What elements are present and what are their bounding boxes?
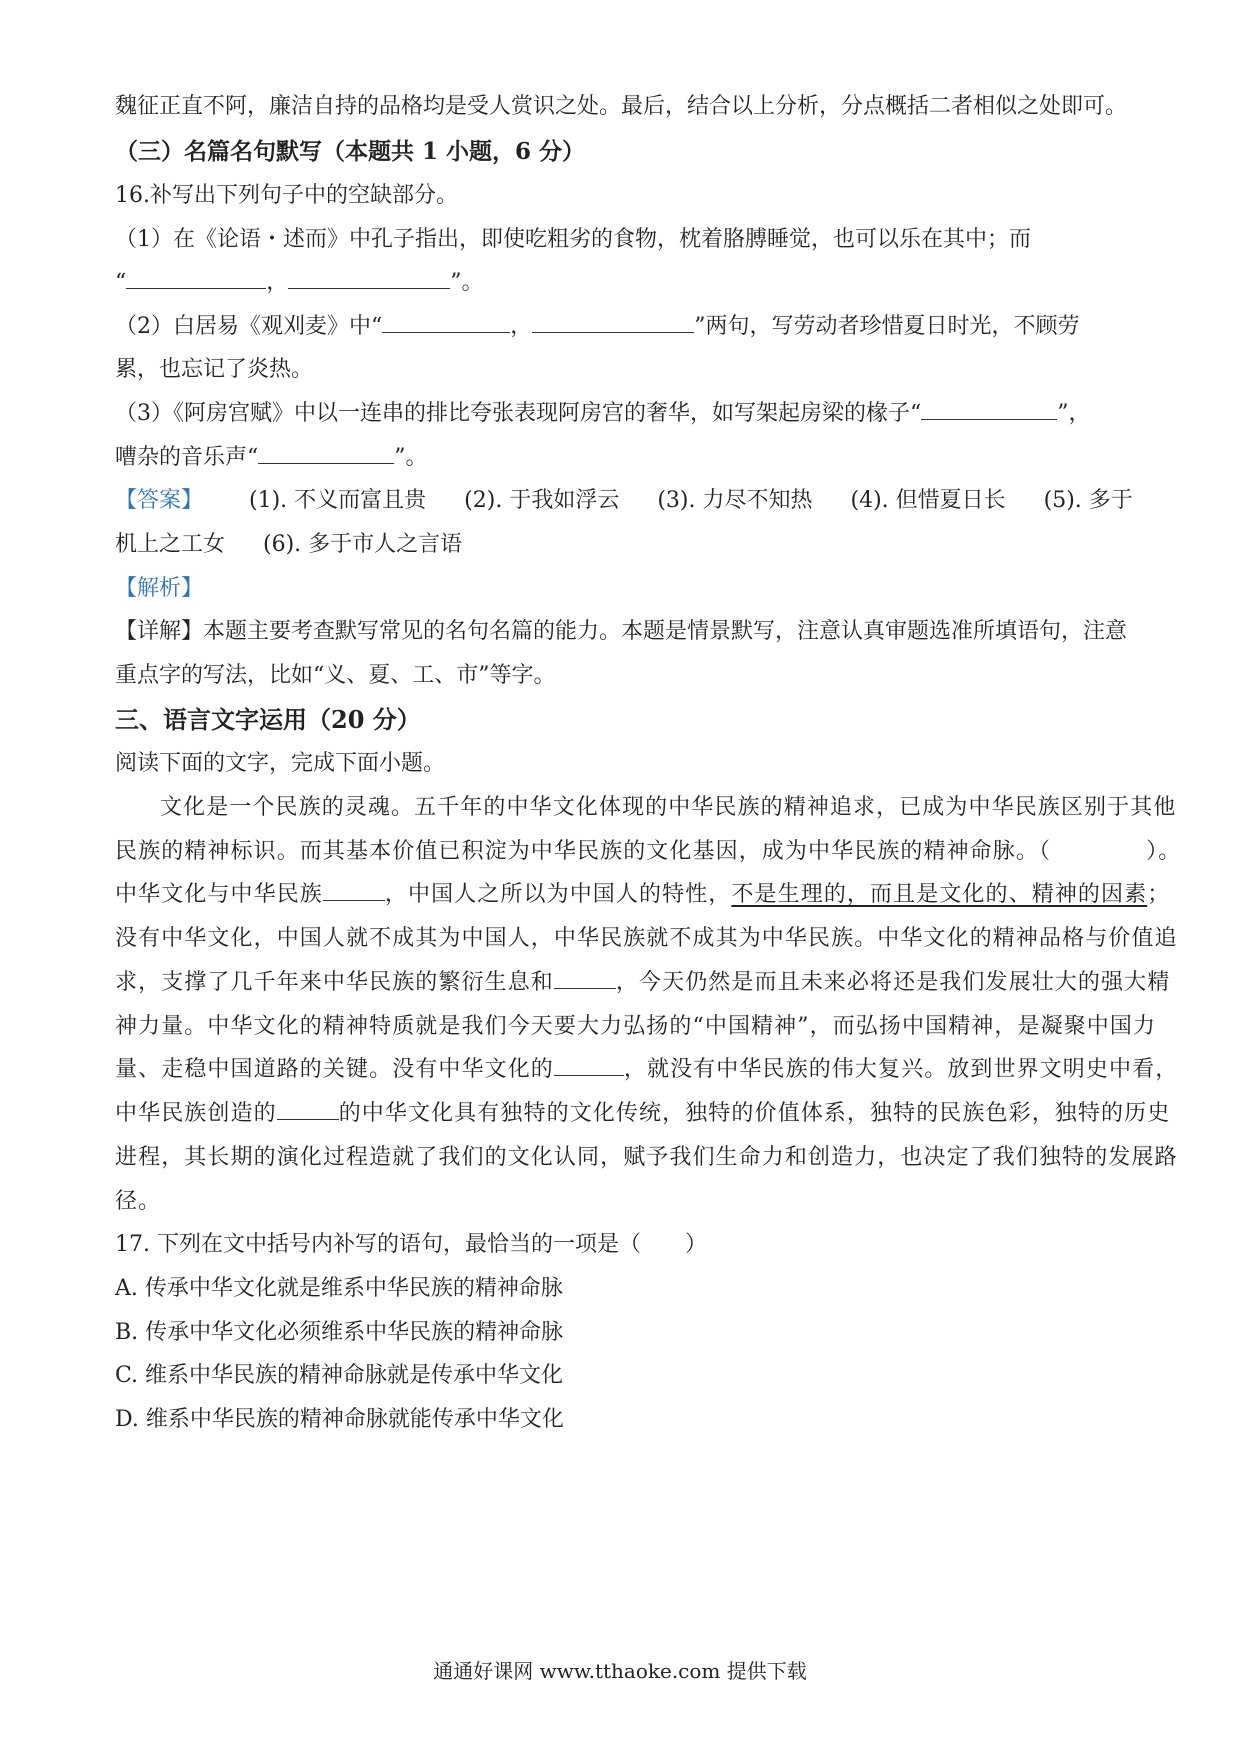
answer-3: (3). 力尽不知热: [657, 488, 813, 513]
passage-text: 的中华文化具有独特的文化传统，独特的价值体系，独特的民族色彩，独特的历史: [338, 1101, 1171, 1126]
passage-line-10: 径。: [115, 1189, 162, 1214]
passage-text: 量、走稳中国道路的关键。没有中华文化的: [115, 1057, 554, 1082]
option-c[interactable]: C. 维系中华民族的精神命脉就是传承中华文化: [115, 1363, 564, 1388]
q16-item-1-line1: （1）在《论语・述而》中孔子指出，即使吃粗劣的食物，枕着胳膊睡觉，也可以乐在其中；而: [115, 227, 1032, 252]
answer-1: (1). 不义而富且贵: [249, 488, 427, 513]
reading-intro: 阅读下面的文字，完成下面小题。: [115, 751, 446, 776]
q16-item-3-line2: [115, 443, 428, 473]
paragraph-continuation: 魏征正直不阿，廉洁自持的品格均是受人赏识之处。最后，结合以上分析，分点概括二者相似之处即可。: [115, 94, 1128, 119]
fill-blank-2[interactable]: [288, 268, 450, 289]
passage-text: 中华文化与中华民族: [115, 882, 323, 907]
q16-item-2-line1: [115, 312, 1080, 342]
fill-blank-4[interactable]: [532, 312, 694, 333]
page-footer: 通通好课网 www.tthaoke.com 提供下载: [433, 1659, 807, 1683]
answer-5-cont: 机上之工女: [115, 532, 226, 557]
fill-blank-1[interactable]: [126, 268, 266, 289]
q16-item-1-line2: [115, 268, 484, 298]
passage-blank-4[interactable]: [277, 1099, 339, 1120]
passage-line-5: [115, 968, 1170, 998]
q16-item-3-line1: [115, 399, 1091, 429]
option-a[interactable]: A. 传承中华文化就是维系中华民族的精神命脉: [115, 1276, 563, 1301]
passage-text: 中华民族创造的: [115, 1101, 277, 1126]
close-quote: ”。: [394, 445, 428, 470]
answer-label: 【答案】: [115, 488, 204, 513]
fill-blank-5[interactable]: [921, 399, 1057, 420]
answer-6: (6). 多于市人之言语: [263, 532, 463, 557]
passage-line-3: [115, 880, 1170, 910]
passage-line-6: 神力量。中华文化的精神特质就是我们今天要大力弘扬的“中国精神”，而弘扬中国精神，是凝聚中国力: [115, 1014, 1157, 1039]
q16-item-3-text: （3）《阿房宫赋》中以一连串的排比夸张表现阿房宫的奢华，如写架起房梁的椽子“: [115, 401, 922, 426]
passage-line-9: 进程，其长期的演化过程造就了我们的文化认同，赋予我们生命力和创造力，也决定了我们独特的发展路: [115, 1145, 1178, 1170]
question-16-stem: 16.补写出下列句子中的空缺部分。: [115, 183, 458, 208]
comma: ，: [266, 270, 289, 295]
answer-4: (4). 但惜夏日长: [850, 488, 1006, 513]
fill-blank-6[interactable]: [258, 443, 394, 464]
detail-line-1: 【详解】本题主要考查默写常见的名句名篇的能力。本题是情景默写，注意认真审题选准所填语句，注意: [115, 619, 1128, 644]
passage-line-2: [115, 837, 1181, 867]
passage-line-1: 文化是一个民族的灵魂。五千年的中华文化体现的中华民族的精神追求，已成为中华民族区别于其他: [160, 795, 1177, 820]
analysis-label: 【解析】: [115, 576, 204, 601]
q16-item-2-tail: ”两句，写劳动者珍惜夏日时光，不顾劳: [694, 314, 1080, 339]
section-heading-language: 三、语言文字运用（20 分）: [115, 705, 421, 734]
option-d[interactable]: D. 维系中华民族的精神命脉就能传承中华文化: [115, 1407, 564, 1432]
passage-line-7: [115, 1055, 1178, 1085]
q16-item-3-text2: 嘈杂的音乐声“: [115, 445, 259, 470]
passage-text: ，中国人之所以为中国人的特性，: [384, 882, 732, 907]
passage-text: ，今天仍然是而且未来必将还是我们发展壮大的强大精: [615, 970, 1171, 995]
passage-line-4: 没有中华文化，中国人就不成其为中国人，中华民族就不成其为中华民族。中华文化的精神品格与价值追: [115, 926, 1178, 951]
underlined-phrase: 不是生理的，而且是文化的、精神的因素: [731, 882, 1148, 907]
close-quote: ”。: [450, 270, 484, 295]
passage-line-8: [115, 1099, 1170, 1129]
detail-line-2: 重点字的写法，比如“义、夏、工、市”等字。: [115, 663, 556, 688]
passage-blank-1[interactable]: [323, 880, 385, 901]
section-heading-recitation: （三）名篇名句默写（本题共 1 小题，6 分）: [115, 138, 586, 165]
close-quote: ”，: [1057, 401, 1091, 426]
option-b[interactable]: B. 传承中华文化必须维系中华民族的精神命脉: [115, 1320, 564, 1345]
passage-blank-2[interactable]: [554, 968, 616, 989]
passage-blank-3[interactable]: [554, 1055, 624, 1076]
answer-line-1: [115, 486, 1133, 516]
question-17-stem: 17. 下列在文中括号内补写的语句，最恰当的一项是（ ）: [115, 1232, 707, 1257]
passage-text: 民族的精神标识。而其基本价值已积淀为中华民族的文化基因，成为中华民族的精神命脉。（: [115, 839, 1052, 864]
q16-item-2-text: （2）白居易《观刈麦》中“: [115, 314, 383, 339]
comma: ，: [510, 314, 533, 339]
open-quote: “: [115, 270, 127, 295]
passage-text: 求，支撑了几千年来中华民族的繁衍生息和: [115, 970, 554, 995]
passage-text: ；: [1147, 882, 1171, 907]
answer-2: (2). 于我如浮云: [464, 488, 620, 513]
fill-blank-3[interactable]: [382, 312, 510, 333]
answer-5: (5). 多于: [1043, 488, 1133, 513]
q16-item-2-line2: 累，也忘记了炎热。: [115, 357, 314, 382]
passage-text: ）。: [1146, 839, 1182, 864]
passage-text: ，就没有中华民族的伟大复兴。放到世界文明史中看，: [623, 1057, 1179, 1082]
answer-line-2: [115, 530, 462, 560]
